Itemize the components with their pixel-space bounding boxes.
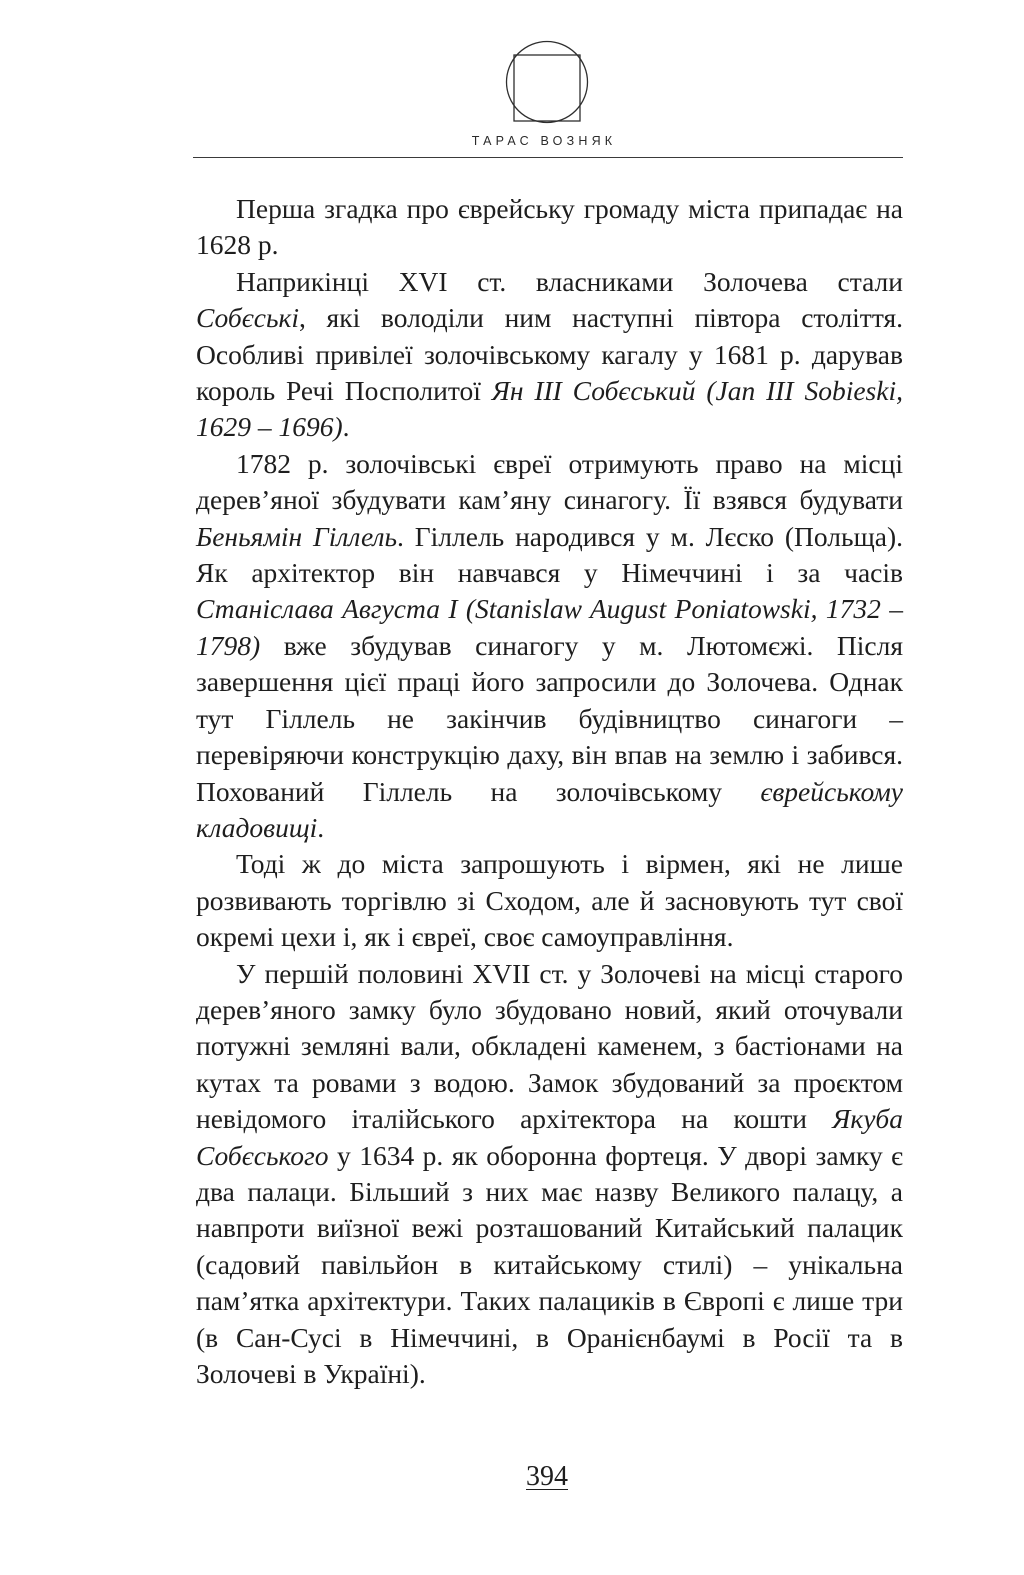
italic-text-run: Якуба Собєського bbox=[196, 1103, 903, 1171]
text-run: Перша згадка про єврейську громаду міста припадає на 1628 р. bbox=[196, 193, 903, 261]
italic-text-run: Станіслава Августа І (Stanislaw August Poniatowski, 1732 – 1798) bbox=[196, 593, 903, 661]
text-run: , які володіли ним наступні півтора століття. Особливі привілеї золочівському кагалу у 1681 р. дарував король Речі Посполитої bbox=[196, 302, 903, 407]
circle-square-emblem-icon bbox=[505, 40, 589, 124]
header-divider bbox=[193, 157, 903, 158]
paragraph bbox=[196, 264, 903, 446]
italic-text-run: Ян ІІІ Собєський (Jan III Sobieski, 1629 – 1696) bbox=[196, 375, 903, 443]
main-text bbox=[196, 191, 903, 1392]
paragraph bbox=[196, 956, 903, 1393]
italic-text-run: Беньямін Гіллель bbox=[196, 520, 398, 552]
text-run: у 1634 р. як оборонна фортеця. У дворі замку є два палаци. Більший з них має назву Великого палацу, а навпроти виїзної вежі розташований Китайський палацик (садовий павільйон в китайському стилі) – унікальна пам’ятка архітектури. Таких палациків в Європі є лише три (в Сан-Сусі в Німеччині, в Оранієнбаумі в Росії та в Золочеві в Україні). bbox=[196, 1139, 903, 1389]
text-run: Наприкінці XVI ст. власниками Золочева стали bbox=[236, 265, 903, 297]
text-run: 1782 р. золочівські євреї отримують право на місці дерев’яної збудувати кам’яну синагогу. Її взявся будувати bbox=[196, 447, 903, 516]
text-run: вже збудував синагогу у м. Лютомєжі. Після завершення цієї праці його запросили до Золочева. Однак тут Гіллель не закінчив будівництво синагоги – перевіряючи конструкцію даху, він впав на землю і забився. Похований Гіллель на золочівському bbox=[196, 629, 903, 807]
text-run: . Гіллель народився у м. Лєско (Польща). Як архітектор він навчався у Німеччині і за часів bbox=[196, 520, 903, 589]
text-run: . bbox=[342, 411, 350, 443]
paragraph bbox=[196, 446, 903, 846]
text-run: Тоді ж до міста запрошують і вірмен, які не лише розвивають торгівлю зі Сходом, але й засновують тут свої окремі цехи і, як і євреї, своє самоуправління. bbox=[196, 848, 903, 953]
text-run: . bbox=[317, 811, 325, 843]
running-head-author: ТАРАС ВОЗНЯК bbox=[471, 134, 617, 148]
paragraph bbox=[196, 846, 903, 955]
page-number: 394 bbox=[526, 1461, 568, 1492]
text-run: У першій половині XVII ст. у Золочеві на місці старого дерев’яного замку було збудовано новий, який оточували потужні земляні вали, обкладені каменем, з бастіонами на кутах та ровами з водою. Замок збудований за проєктом невідомого італійського архітектора на кошти bbox=[196, 957, 903, 1135]
italic-text-run: єврейському кладовищі bbox=[196, 775, 903, 843]
paragraph bbox=[196, 191, 903, 264]
italic-text-run: Собєські bbox=[196, 302, 299, 334]
